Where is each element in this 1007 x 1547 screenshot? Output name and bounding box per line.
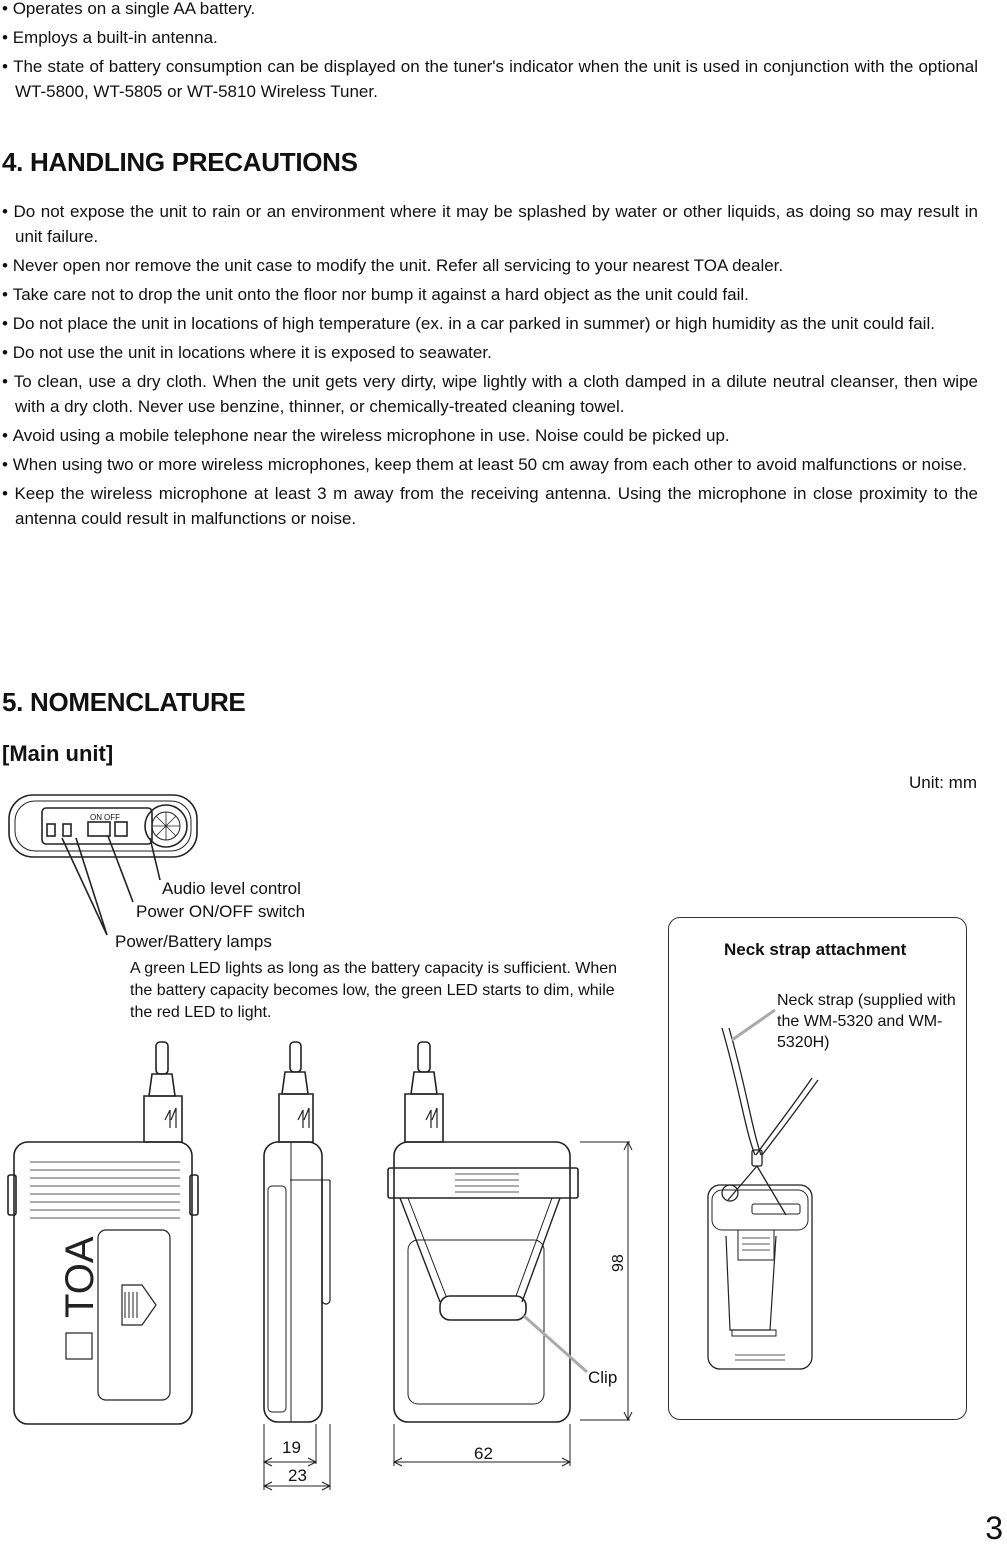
lamps-label: Power/Battery lamps [115,932,272,951]
switch-on-text: ON [90,813,102,822]
handling-bullet: • When using two or more wireless microphones, keep them at least 50 cm away from each other to avoid malfunctions or noise. [2,452,978,477]
nomenclature-heading: 5. NOMENCLATURE [2,687,246,717]
top-view-drawing [9,795,197,857]
handling-bullet: • To clean, use a dry cloth. When the unit gets very dirty, wipe lightly with a cloth damped in a dilute neutral cleanser, then wipe with a dry cloth. Never use benzine, thinner, or chemically-treated cleaning towel. [2,369,978,419]
intro-bullet: • Employs a built-in antenna. [2,25,978,50]
back-view-drawing [388,1042,578,1422]
dim-width: 62 [474,1444,493,1463]
dim-height: 98 [610,1254,627,1272]
handling-bullet: • Do not use the unit in locations where it is exposed to seawater. [2,340,978,365]
switch-off-text: OFF [104,813,120,822]
side-view-drawing [264,1042,330,1422]
handling-bullet: • Avoid using a mobile telephone near the wireless microphone in use. Noise could be picked up. [2,423,978,448]
intro-bullet: • Operates on a single AA battery. [2,0,978,21]
handling-bullet: • Never open nor remove the unit case to modify the unit. Refer all servicing to your nearest TOA dealer. [2,253,978,278]
handling-bullet: • Take care not to drop the unit onto the floor nor bump it against a hard object as the unit could fail. [2,282,978,307]
neck-strap-label: Neck strap (supplied with the WM-5320 and WM-5320H) [777,992,956,1051]
unit-label: Unit: mm [909,773,977,792]
audio-level-label: Audio level control [162,879,301,898]
main-unit-subheading: [Main unit] [2,741,114,766]
neck-strap-drawing [708,1028,818,1369]
toa-brand-text: TOA [58,1236,102,1318]
page-number: 3 [985,1510,1003,1546]
power-switch-label: Power ON/OFF switch [136,902,306,921]
clip-label: Clip [588,1368,618,1387]
handling-bullet: • Do not expose the unit to rain or an environment where it may be splashed by water or other liquids, as doing so may result in unit failure. [2,199,978,249]
intro-bullet: • The state of battery consumption can be displayed on the tuner's indicator when the unit is used in conjunction with the optional WT-5800, WT-5805 or WT-5810 Wireless Tuner. [2,54,978,104]
handling-bullet: • Keep the wireless microphone at least 3 m away from the receiving antenna. Using the microphone in close proximity to the antenna could result in malfunctions or noise. [2,481,978,531]
dim-depth-total: 23 [288,1466,307,1485]
lamps-note: A green LED lights as long as the battery capacity is sufficient. When the battery capacity becomes low, the green LED starts to dim, while the red LED to light. [130,960,618,1021]
front-view-drawing [8,1042,198,1424]
handling-bullet: • Do not place the unit in locations of high temperature (ex. in a car parked in summer) or high humidity as the unit could fail. [2,311,978,336]
handling-heading: 4. HANDLING PRECAUTIONS [2,147,358,177]
dim-depth-body: 19 [282,1438,301,1457]
neck-strap-title: Neck strap attachment [724,940,907,959]
